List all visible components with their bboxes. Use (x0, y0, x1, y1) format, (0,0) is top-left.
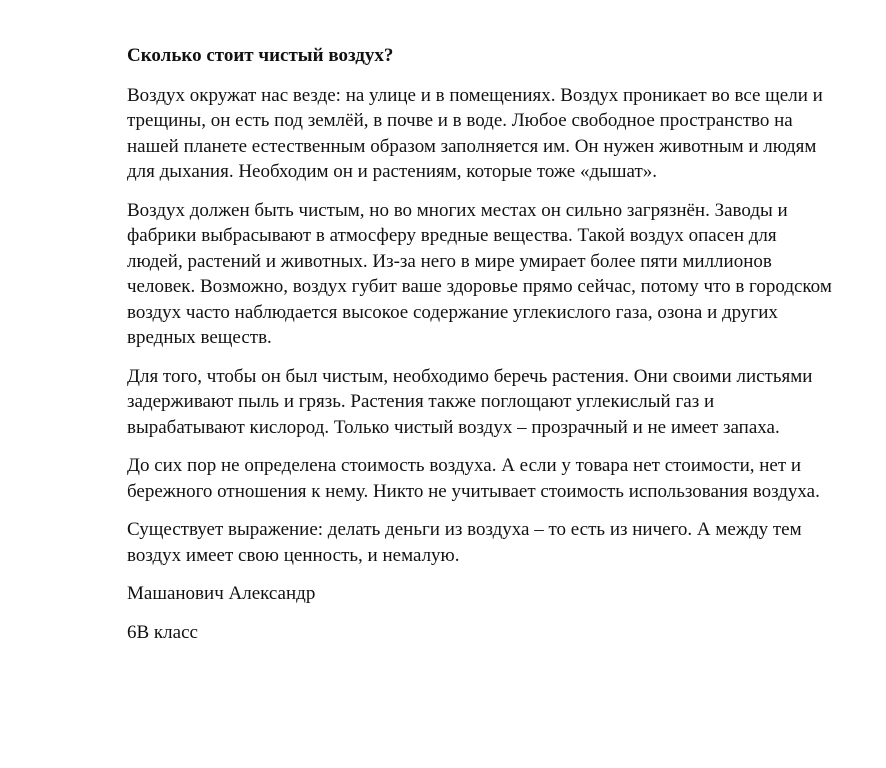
paragraph-5: Существует выражение: делать деньги из воздуха – то есть из ничего. А между тем воздух имеет свою ценность, и немалую. (127, 519, 802, 566)
author-grade: 6В класс (127, 621, 198, 643)
document-title: Сколько стоит чистый воздух? (127, 45, 394, 66)
author-name: Машанович Александр (127, 583, 316, 604)
paragraph-2: Воздух должен быть чистым, но во многих местах он сильно загрязнён. Заводы и фабрики выбрасывают в атмосферу вредные вещества. Такой воздух опасен для людей, растений и животных. Из-за него в мире умирает более пяти миллионов человек. Возможно, воздух губит ваше здоровье прямо сейчас, потому что в городском воздух часто наблюдается высокое содержание углекислого газа, озона и других вредных веществ. (127, 199, 832, 348)
document-page (127, 43, 832, 645)
paragraph-4: До сих пор не определена стоимость воздуха. А если у товара нет стоимости, нет и бережного отношения к нему. Никто не учитывает стоимость использования воздуха. (127, 455, 820, 502)
paragraph-1: Воздух окружат нас везде: на улице и в помещениях. Воздух проникает во все щели и трещины, он есть под землёй, в почве и в воде. Любое свободное пространство на нашей планете естественным образом заполняется им. Он нужен животным и людям для дыхания. Необходим он и растениям, которые тоже «дышат». (127, 84, 823, 182)
paragraph-3: Для того, чтобы он был чистым, необходимо беречь растения. Они своими листьями задерживают пыль и грязь. Растения также поглощают углекислый газ и вырабатывают кислород. Только чистый воздух – прозрачный и не имеет запаха. (127, 365, 813, 438)
